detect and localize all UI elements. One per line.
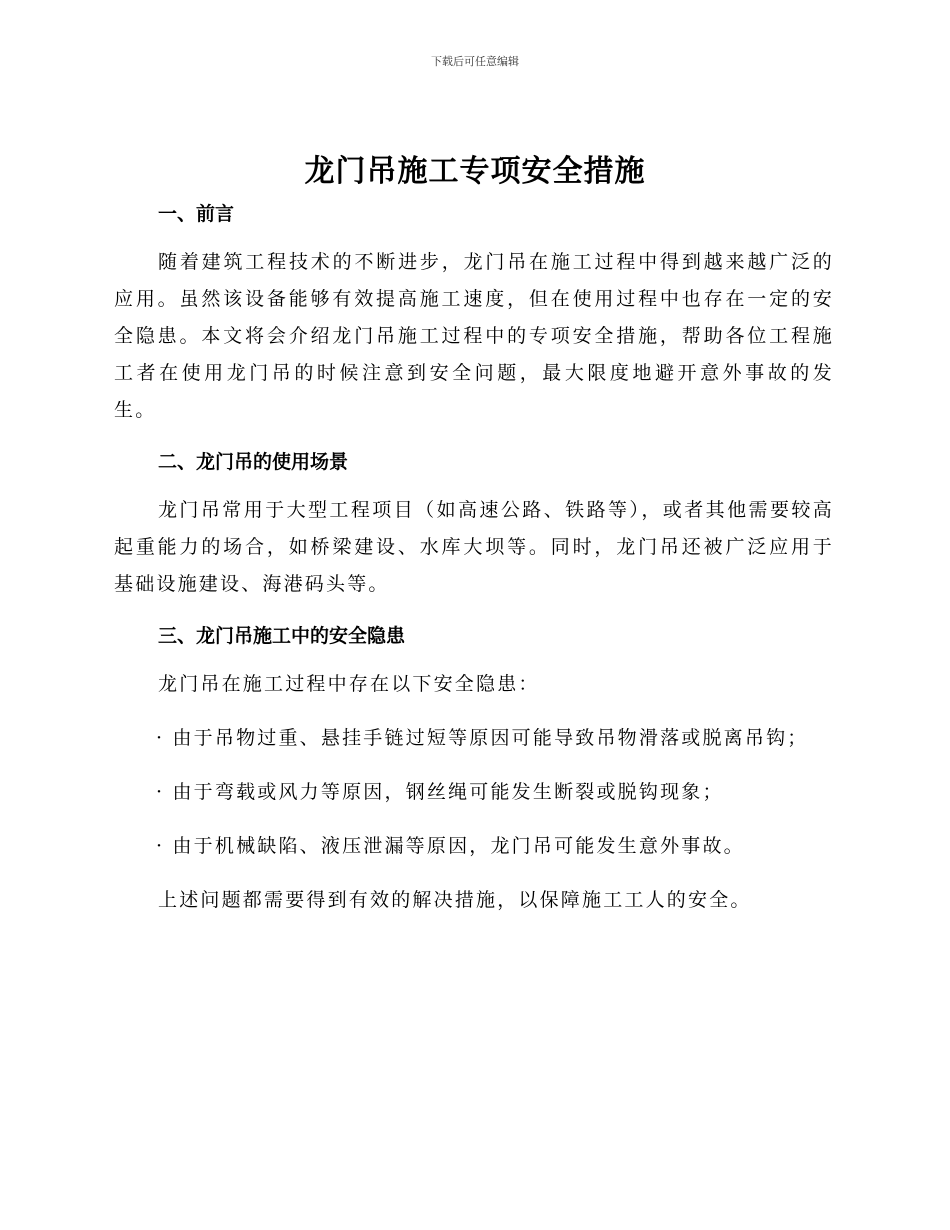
preface-paragraph: 随着建筑工程技术的不断进步，龙门吊在施工过程中得到越来越广泛的应用。虽然该设备能够有效提高施工速度，但在使用过程中也存在一定的安全隐患。本文将会介绍龙门吊施工过程中的专项安全措施，帮助各位工程施工者在使用龙门吊的时候注意到安全问题，最大限度地避开意外事故的发生。 xyxy=(114,251,834,421)
hazard-list-item: · 由于弯载或风力等原因，钢丝绳可能发生断裂或脱钩现象； xyxy=(156,781,724,803)
section-heading-preface: 一、前言 xyxy=(158,203,235,225)
document-title: 龙门吊施工专项安全措施 xyxy=(304,154,646,189)
section-heading-safety-hazards: 三、龙门吊施工中的安全隐患 xyxy=(158,625,406,647)
usage-scenarios-paragraph: 龙门吊常用于大型工程项目（如高速公路、铁路等），或者其他需要较高起重能力的场合，如桥梁建设、水库大坝等。同时，龙门吊还被广泛应用于基础设施建设、海港码头等。 xyxy=(114,499,834,595)
hazard-list-item: · 由于吊物过重、悬挂手链过短等原因可能导致吊物滑落或脱离吊钩； xyxy=(156,727,809,749)
safety-hazards-intro: 龙门吊在施工过程中存在以下安全隐患： xyxy=(158,673,540,695)
page-header: 下载后可任意编辑 xyxy=(431,55,519,68)
safety-hazards-conclusion: 上述问题都需要得到有效的解决措施，以保障施工工人的安全。 xyxy=(158,889,752,911)
section-heading-usage-scenarios: 二、龙门吊的使用场景 xyxy=(158,451,349,473)
hazard-list-item: · 由于机械缺陷、液压泄漏等原因，龙门吊可能发生意外事故。 xyxy=(156,835,745,857)
document-body xyxy=(114,198,834,919)
